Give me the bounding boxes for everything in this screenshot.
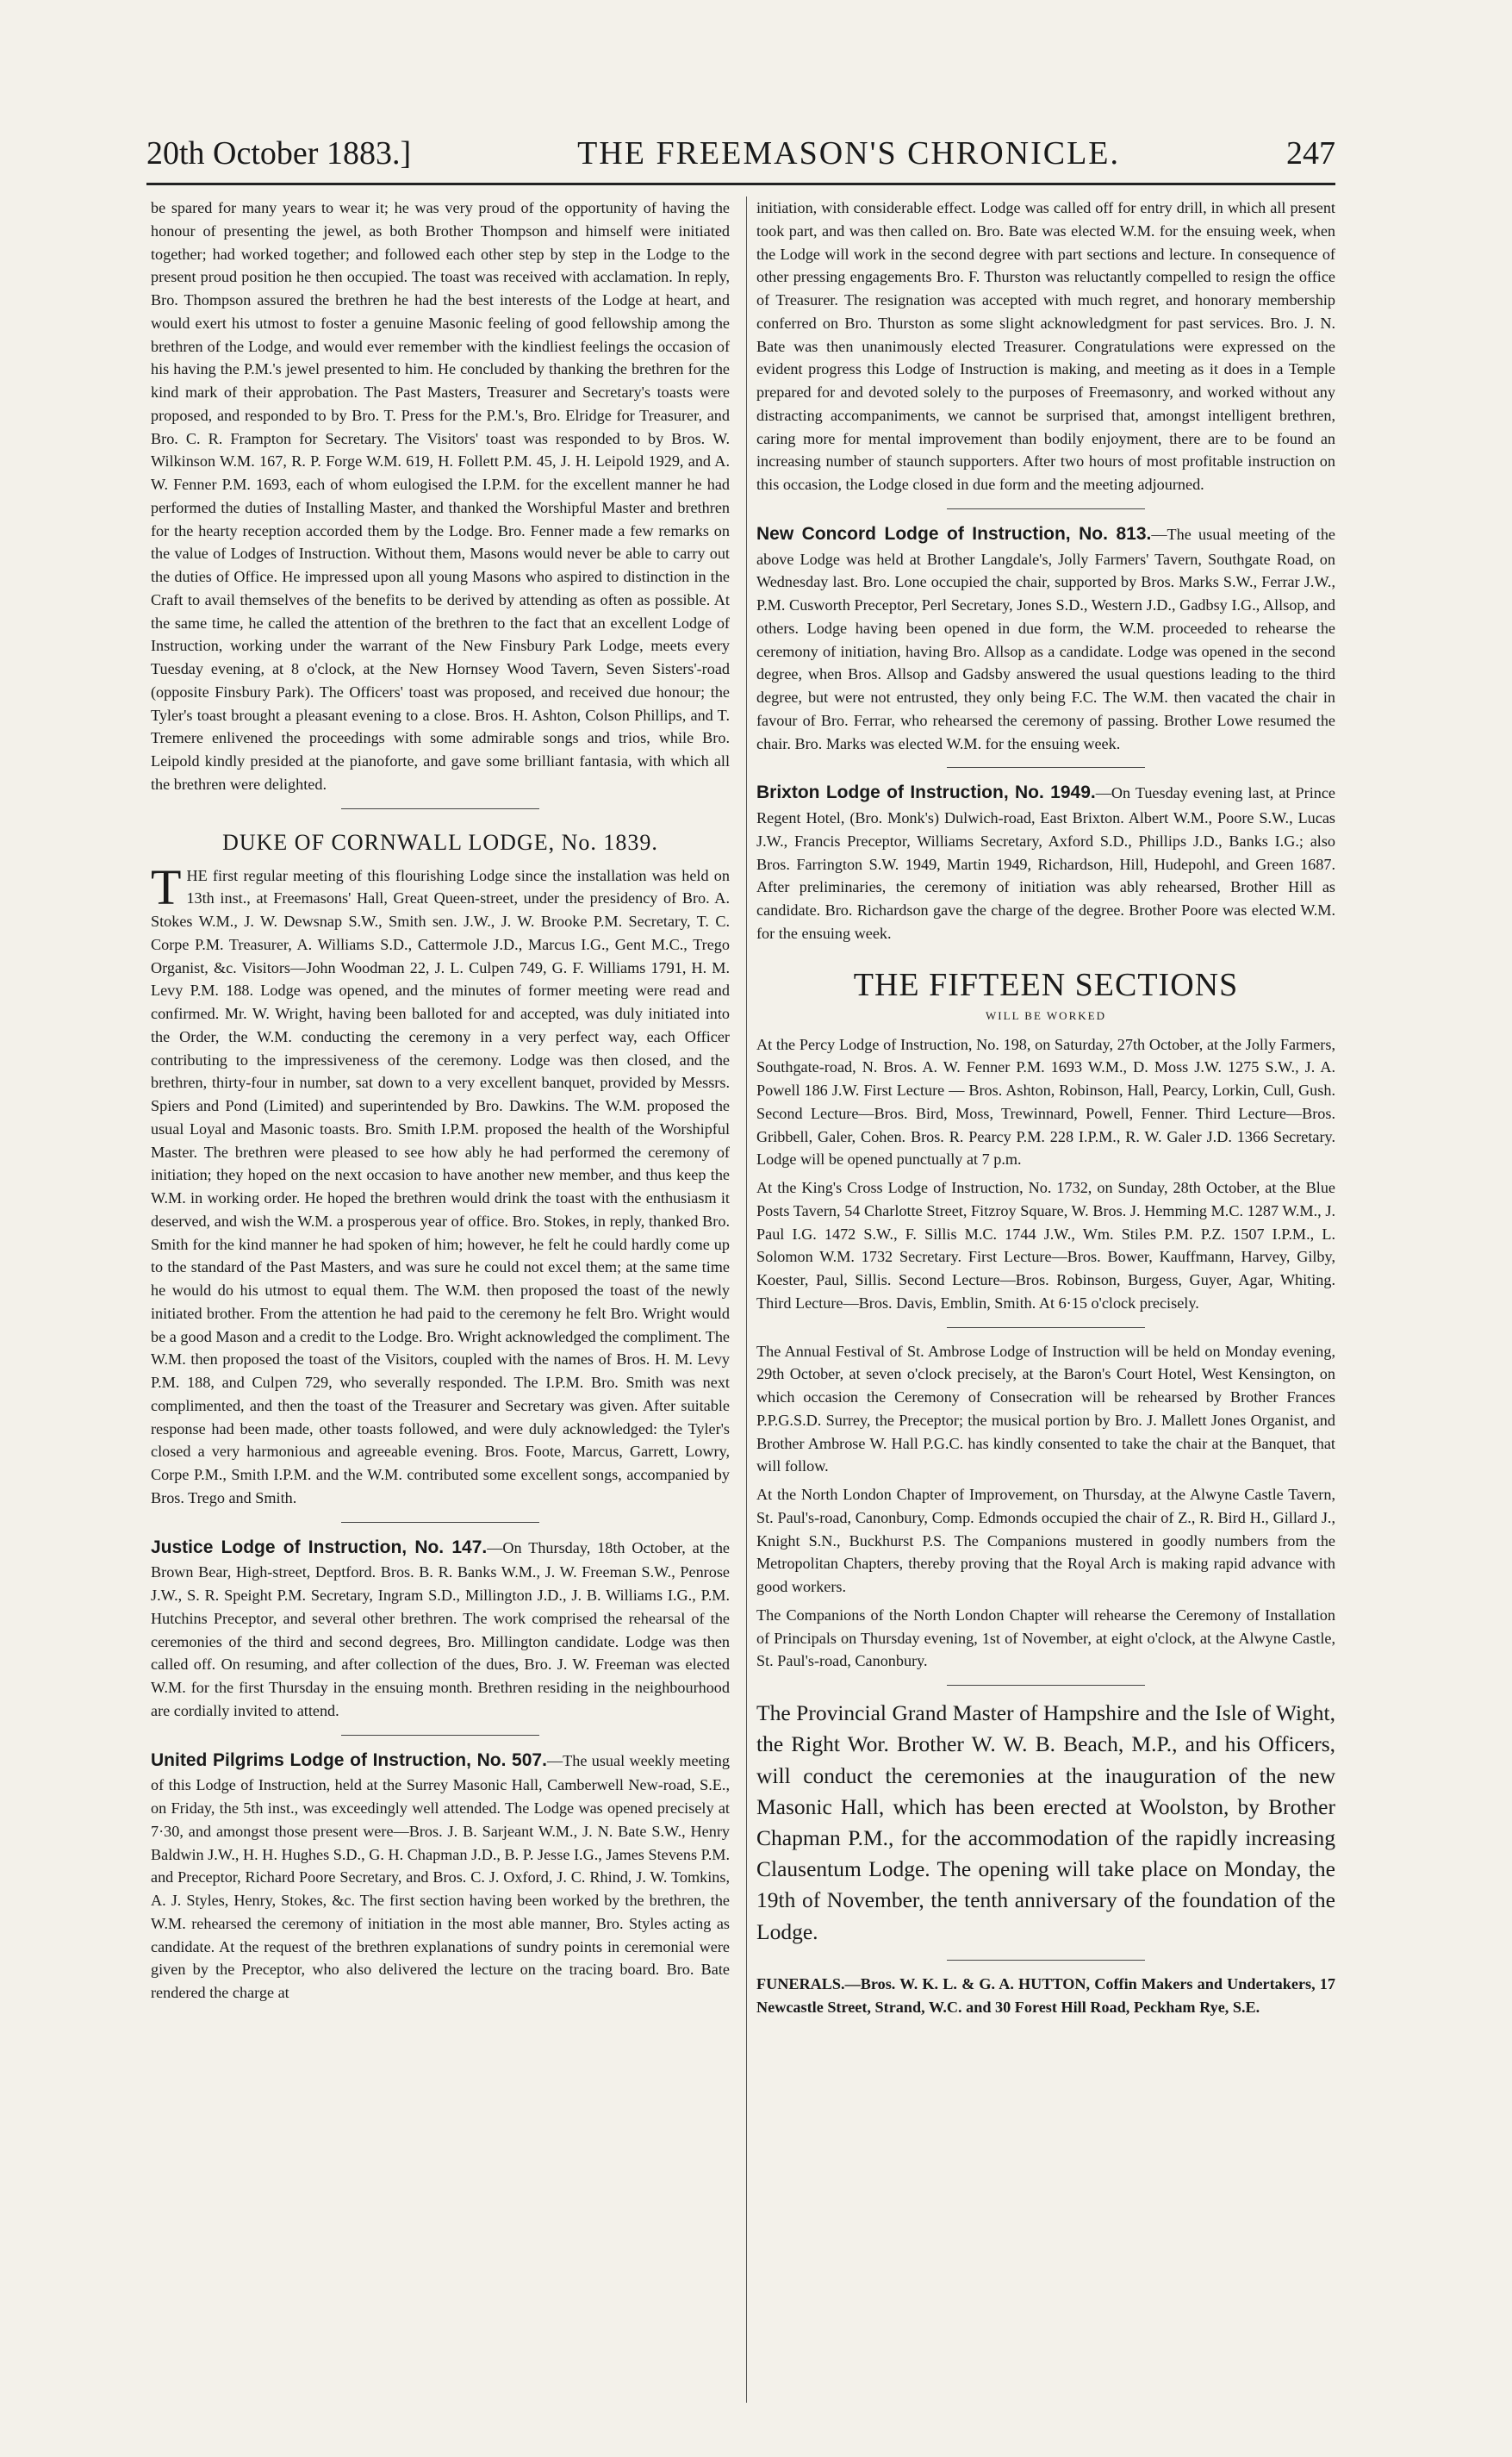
duke-of-cornwall-report	[151, 858, 730, 1510]
provincial-notice: The Provincial Grand Master of Hampshire and the Isle of Wight, the Right Wor. Brother W. W. B. Beach, M.P., and his Officers, will conduct the ceremonies at the inauguration of the new Masonic Hall, which has been erected at Woolston, by Brother Chapman P.M., for the accommodation of the rapidly increasing Clausentum Lodge. The opening will take place on Monday, the 19th of November, the tenth anniversary of the foundation of the Lodge.	[756, 1700, 1335, 1944]
fifteen-sections-heading: THE FIFTEEN SECTIONS	[853, 966, 1239, 1003]
continued-report-right: initiation, with considerable effect. Lodge was called off for entry drill, in which all present took part, and was then called on. Bro. Bate was elected W.M. for the ensuing week, when the Lodge will work in the second degree with part sections and lecture. In consequence of other pressing engagements Bro. F. Thurston was reluctantly compelled to resign the office of Treasurer. The resignation was accepted with much regret, and honorary membership conferred on Bro. Thurston as some slight acknowledgment for past services. Bro. J. N. Bate was then unanimously elected Treasurer. Congratulations were expressed on the evident progress this Lodge of Instruction is making, and meeting as it does in a Temple prepared for and devoted solely to the purposes of Freemasonry, and worked without any distracting accompaniments, we cannot be surprised that, amongst intelligent brethren, caring more for mental improvement than bodily enjoyment, there are to be found an increasing number of staunch supporters. After two hours of most profitable instruction on this occasion, the Lodge closed in due form and the meeting adjourned.	[756, 199, 1335, 493]
funerals-heading: FUNERALS.	[756, 1974, 845, 1992]
brixton-text: —On Tuesday evening last, at Prince Regent Hotel, (Bro. Monk's) Dulwich-road, East Brixton. Albert W.M., Poore S.W., Lucas J.W., Francis Preceptor, Williams Secretary, Axford S.D., Phillips J.D., Banks I.G.; also Bros. Farrington S.W. 1949, Martin 1949, Richardson, Hill, Hudepohl, and Green 1687. After preliminaries, the ceremony of initiation was ably rehearsed, Brother Hill as candidate. Bro. Richardson gave the charge of the degree. Brother Poore was elected W.M. for the ensuing week.	[756, 784, 1335, 942]
funerals-text: —Bros. W. K. L. & G. A. HUTTON, Coffin Makers and Undertakers, 17 Newcastle Street, Strand, W.C. and 30 Forest Hill Road, Peckham Rye, S.E.	[756, 1974, 1335, 2016]
drop-cap: T	[151, 858, 182, 915]
section-rule	[947, 1685, 1145, 1686]
st-ambrose-notice: The Annual Festival of St. Ambrose Lodge of Instruction will be held on Monday evening, 29th October, at seven o'clock precisely, at the Baron's Court Hotel, West Kensington, on which occasion the Ceremony of Consecration will be rehearsed by Brother Frances P.P.G.S.D. Surrey, the Preceptor; the musical portion by Bro. J. Mallett Jones Organist, and Brother Ambrose W. Hall P.G.C. has kindly consented to take the chair at the Banquet, that will follow.	[756, 1342, 1335, 1475]
section-rule	[341, 1522, 539, 1523]
section-rule	[341, 808, 539, 809]
section-rule	[947, 508, 1145, 509]
section-rule	[947, 1960, 1145, 1961]
brixton-heading: Brixton Lodge of Instruction, No. 1949.	[756, 783, 1096, 803]
publication-title: THE FREEMASON'S CHRONICLE.	[577, 135, 1121, 171]
north-london-notice: At the North London Chapter of Improvement, on Thursday, at the Alwyne Castle Tavern, St. Paul's-road, Canonbury, Comp. Edmonds occupied the chair of Z., R. Bird H., Gillard J., Knight S.N., Buckhurst P.S. The Companions mustered in goodly numbers from the Metropolitan Chapters, thereby proving that the Royal Arch is making rapid advance with good workers.	[756, 1486, 1335, 1596]
page-number: 247	[1286, 135, 1335, 171]
funerals-advert	[756, 1973, 1335, 2019]
masthead	[146, 129, 1335, 178]
section-rule	[341, 1735, 539, 1736]
continued-report: be spared for many years to wear it; he was very proud of the opportunity of having the honour of presenting the jewel, as both Brother Thompson and himself were initiated together; had worked together; and followed each other step by step in the Lodge to the present proud position he then occupied. The toast was received with acclamation. In reply, Bro. Thompson assured the brethren he had the best interests of the Lodge at heart, and would exert his utmost to foster a genuine Masonic feeling of good fellowship among the brethren of the Lodge, and would ever remember with the kindliest feelings the occasion of his having the P.M.'s jewel presented to him. He concluded by thanking the brethren for the kind mark of their approbation. The Past Masters, Treasurer and Secretary's toasts were proposed, and responded to by Bro. T. Press for the P.M.'s, Bro. Elridge for Treasurer, and Bro. C. R. Frampton for Secretary. The Visitors' toast was responded to by Bros. W. Wilkinson W.M. 167, R. P. Forge W.M. 619, H. Follett P.M. 45, J. H. Leipold 1929, and A. W. Fenner P.M. 1693, each of whom eulogised the I.P.M. for the excellent manner he had performed the duties of Installing Master, and thanked the Worshipful Master and brethren for the hearty reception accorded them by the Lodge. Bro. Fenner made a few remarks on the value of Lodges of Instruction. Without them, Masons would never be able to carry out the duties of Office. He impressed upon all young Masons who aspired to distinction in the Craft to avail themselves of the benefits to be derived by attending as often as possible. At the same time, he called the attention of the brethren to the fact that an excellent Lodge of Instruction, working under the warrant of the New Finsbury Park Lodge, meets every Tuesday evening, at 8 o'clock, at the New Hornsey Wood Tavern, Seven Sisters'-road (opposite Finsbury Park). The Officers' toast was proposed, and received due honour; the Tyler's toast brought a pleasant evening to a close. Bros. H. Ashton, Colson Phillips, and T. Tremere enlivened the proceedings with some admirable songs and trios, while Bro. Leipold kindly presided at the pianoforte, and gave some brilliant fantasia, with which all the brethren were delighted.	[151, 199, 730, 793]
new-concord-text: —The usual meeting of the above Lodge was held at Brother Langdale's, Jolly Farmers' Tavern, Southgate Road, on Wednesday last. Bro. Lone occupied the chair, supported by Bros. Marks S.W., Ferrar J.W., P.M. Cusworth Preceptor, Perl Secretary, Jones S.D., Western J.D., Gadbsy I.G., Allsop, and others. Lodge having been opened in due form, the W.M. proceeded to rehearse the ceremony of initiation, having Bro. Allsop as a candidate. Lodge was opened in the second degree, when Bros. Allsop and Gadsby answered the usual questions leading to the third degree, but were not entrusted, they only being F.C. The W.M. then vacated the chair in favour of Bro. Ferrar, who rehearsed the ceremony of passing. Brother Lowe resumed the chair. Bro. Marks was elected W.M. for the ensuing week.	[756, 525, 1335, 752]
fifteen-sections-subheading: WILL BE WORKED	[986, 1008, 1106, 1022]
justice-lodge-text: —On Thursday, 18th October, at the Brown Bear, High-street, Deptford. Bros. B. R. Banks W.M., J. W. Freeman S.W., Penrose J.W., S. R. Speight P.M. Secretary, Ingram S.D., Millington J.D., J. B. Williams I.G., P.M. Hutchins Preceptor, and several other brethren. The work comprised the rehearsal of the ceremonies of the third and second degrees, Bro. Millington candidate. Lodge was then called off. On resuming, and after collection of the dues, Bro. J. W. Freeman was elected W.M. for the first Thursday in the ensuing month. Brethren residing in the neighbourhood are cordially invited to attend.	[151, 1538, 730, 1719]
section-rule	[947, 767, 1145, 768]
united-pilgrims-heading: United Pilgrims Lodge of Instruction, No. 507.	[151, 1749, 547, 1770]
new-concord-heading: New Concord Lodge of Instruction, No. 813.	[756, 523, 1152, 544]
kings-cross-notice: At the King's Cross Lodge of Instruction, No. 1732, on Sunday, 28th October, at the Blue Posts Tavern, 54 Charlotte Street, Fitzroy Square, W. Bros. J. Hemming M.C. 1287 W.M., J. Paul I.G. 1472 S.W., F. Sillis M.C. 1744 J.W., Wm. Stiles P.M. P.Z. 1507 I.P.M., L. Solomon W.M. 1732 Secretary. First Lecture—Bros. Bower, Kauffmann, Harvey, Gilby, Koester, Paul, Sillis. Second Lecture—Bros. Robinson, Burgess, Guyer, Agar, Whiting. Third Lecture—Bros. Davis, Emblin, Smith. At 6·15 o'clock precisely.	[756, 1179, 1335, 1312]
issue-date: 20th October 1883.]	[146, 135, 412, 171]
duke-of-cornwall-text: HE first regular meeting of this flourishing Lodge since the installation was held on 13th inst., at Freemasons' Hall, Great Queen-street, under the presidency of Bro. A. Stokes W.M., J. W. Dewsnap S.W., Smith sen. J.W., J. W. Brooke P.M. Secretary, T. C. Corpe P.M. Treasurer, A. Williams S.D., Cattermole J.D., Marcus I.G., Gent M.C., Trego Organist, &c. Visitors—John Woodman 22, J. L. Culpen 749, G. F. Williams 1791, H. M. Levy P.M. 188. Lodge was opened, and the minutes of former meeting were read and confirmed. Mr. W. Wright, having been balloted for and accepted, was duly initiated into the Order, the W.M. conducting the ceremony in a very perfect way, each Officer contributing to the impressiveness of the ceremony. Lodge was then closed, and the brethren, thirty-four in number, sat down to a very excellent banquet, provided by Messrs. Spiers and Pond (Limited) and superintended by Bro. Dawkins. The W.M. proposed the usual Loyal and Masonic toasts. Bro. Smith I.P.M. proposed the health of the Worshipful Master. The brethren were pleased to see how ably he had performed the ceremony of initiation; they hoped on the next occasion to have another new member, and thus keep the W.M. in working order. He hoped the brethren would drink the toast with the enthusiasm it deserved, and wish the W.M. a prosperous year of office. Bro. Stokes, in reply, thanked Bro. Smith for the kind manner he had spoken of him; however, he felt he could hardly come up to the standard of the Past Masters, and was sure he could not excel them; at the same time he would do his utmost to equal them. The W.M. then proposed the toast of the newly initiated brother. From the attention he had paid to the ceremony he felt Bro. Wright would be a good Mason and a credit to the Lodge. Bro. Wright acknowledged the compliment. The W.M. then proposed the toast of the Visitors, coupled with the names of Bros. H. M. Levy P.M. 188, and Culpen 729, who severally responded. The I.P.M. Bro. Smith was next complimented, and then the toast of the Treasurer and Secretary was given. After suitable response had been made, other toasts followed, and were duly acknowledged: the Tyler's closed a very harmonious and agreeable evening. Bros. Foote, Marcus, Garrett, Lowry, Corpe P.M., Smith I.P.M. and the W.M. contributed some excellent songs, accompanied by Bros. Trego and Smith.	[151, 866, 730, 1506]
right-column	[756, 196, 1335, 2024]
duke-of-cornwall-heading: DUKE OF CORNWALL LODGE, No. 1839.	[222, 829, 658, 855]
justice-lodge-report	[151, 1535, 730, 1723]
brixton-report	[756, 780, 1335, 945]
left-column	[151, 196, 730, 2010]
united-pilgrims-text: —The usual weekly meeting of this Lodge of Instruction, held at the Surrey Masonic Hall, Camberwell New-road, S.E., on Friday, the 5th inst., was exceedingly well attended. The Lodge was opened precisely at 7·30, and amongst those present were—Bros. J. B. Sarjeant W.M., J. N. Bate S.W., Henry Baldwin J.W., H. H. Hughes S.D., G. H. Chapman J.D., B. P. Jesse I.G., James Stevens P.M. and Preceptor, Richard Poore Secretary, and Bros. C. J. Oxford, J. C. Rhind, J. W. Tomkins, A. J. Styles, Henry, Stokes, &c. The first section having been worked by the brethren, the W.M. rehearsed the ceremony of initiation in the most able manner, Bro. Styles acting as candidate. At the request of the brethren explanations of sundry points in ceremonial were given by the Preceptor, who also delivered the lecture on the tracing board. Bro. Bate rendered the charge at	[151, 1751, 730, 2002]
new-concord-report	[756, 521, 1335, 756]
header-rule	[146, 183, 1335, 185]
percy-lodge-notice: At the Percy Lodge of Instruction, No. 198, on Saturday, 27th October, at the Jolly Farmers, Southgate-road, N. Bros. A. W. Fenner P.M. 1693 W.M., D. Moss J.W. 1275 S.W., J. A. Powell 186 J.W. First Lecture — Bros. Ashton, Robinson, Hall, Pearcy, Lorkin, Cull, Gush. Second Lecture—Bros. Bird, Moss, Trewinnard, Powell, Fenner. Third Lecture—Bros. Gribbell, Galer, Cohen. Bros. R. Pearcy P.M. 228 I.P.M., R. W. Galer J.D. 1366 Secretary. Lodge will be opened punctually at 7 p.m.	[756, 1035, 1335, 1169]
united-pilgrims-report	[151, 1748, 730, 2005]
companions-notice: The Companions of the North London Chapter will rehearse the Ceremony of Installation of Principals on Thursday evening, 1st of November, at eight o'clock, at the Alwyne Castle, St. Paul's-road, Canonbury.	[756, 1606, 1335, 1670]
justice-lodge-heading: Justice Lodge of Instruction, No. 147.	[151, 1537, 488, 1557]
section-rule	[947, 1327, 1145, 1328]
column-divider	[746, 196, 747, 2403]
